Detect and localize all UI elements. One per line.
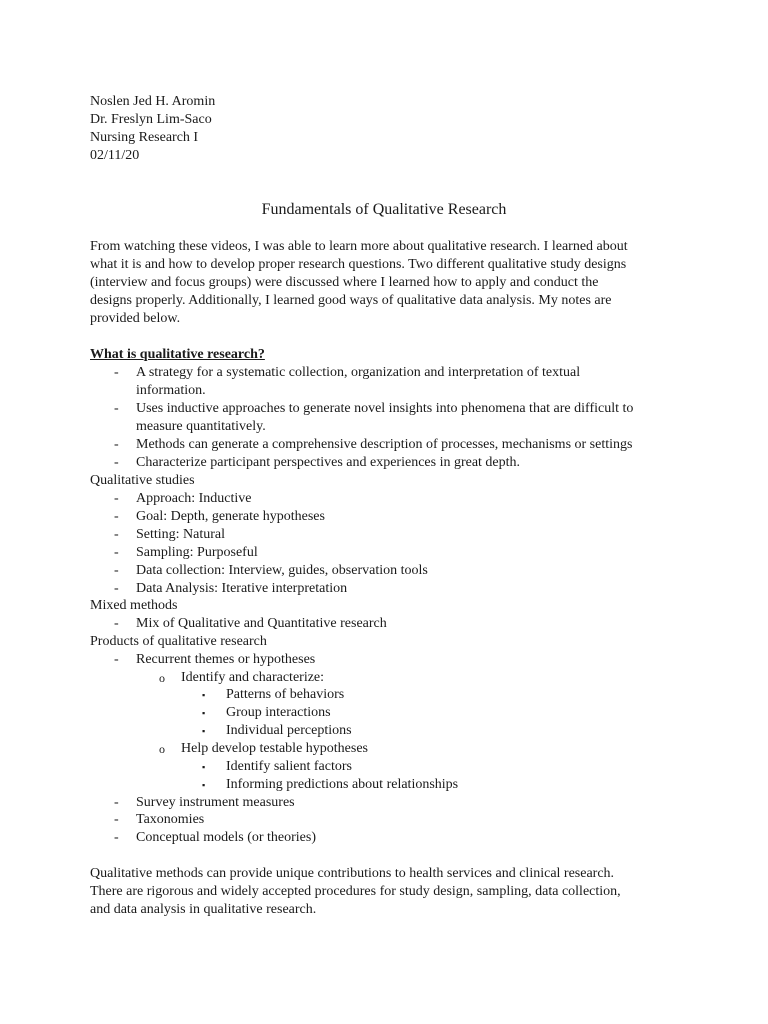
dash-bullet: - bbox=[114, 812, 119, 827]
section-heading: What is qualitative research? bbox=[90, 347, 265, 362]
square-bullet: ▪ bbox=[202, 726, 206, 736]
list-item-text: Taxonomies bbox=[136, 812, 205, 827]
list-item-text: Individual perceptions bbox=[226, 723, 352, 738]
list-item-text: Characterize participant perspectives and experiences in great depth. bbox=[136, 455, 521, 470]
list-item-text: Group interactions bbox=[226, 705, 331, 720]
list-item-text: Survey instrument measures bbox=[136, 795, 295, 810]
circle-bullet: o bbox=[159, 742, 165, 756]
subsection-label: Qualitative studies bbox=[90, 473, 195, 488]
list-item-text: Help develop testable hypotheses bbox=[181, 741, 369, 756]
list-item-text: Mix of Qualitative and Quantitative research bbox=[136, 616, 387, 631]
dash-bullet: - bbox=[114, 581, 119, 596]
dash-bullet: - bbox=[114, 491, 119, 506]
intro-line: (interview and focus groups) were discussed where I learned how to apply and conduct the bbox=[90, 275, 599, 290]
document-date: 02/11/20 bbox=[90, 148, 140, 163]
conclusion-line: Qualitative methods can provide unique contributions to health services and clinical research. bbox=[90, 866, 615, 881]
dash-bullet: - bbox=[114, 795, 119, 810]
intro-line: designs properly. Additionally, I learned good ways of qualitative data analysis. My notes are bbox=[90, 293, 612, 308]
dash-bullet: - bbox=[114, 509, 119, 524]
intro-line: provided below. bbox=[90, 311, 181, 326]
dash-bullet: - bbox=[114, 563, 119, 578]
list-item-text: Data collection: Interview, guides, observation tools bbox=[136, 563, 428, 578]
list-item-text: Identify salient factors bbox=[226, 759, 352, 774]
list-item-text: Identify and characterize: bbox=[181, 670, 325, 685]
list-item-text: A strategy for a systematic collection, organization and interpretation of textual bbox=[136, 365, 581, 380]
document-title: Fundamentals of Qualitative Research bbox=[261, 201, 507, 218]
intro-line: what it is and how to develop proper research questions. Two different qualitative study designs bbox=[90, 257, 627, 272]
subsection-label: Mixed methods bbox=[90, 598, 178, 613]
square-bullet: ▪ bbox=[202, 780, 206, 790]
dash-bullet: - bbox=[114, 527, 119, 542]
list-item-text: Conceptual models (or theories) bbox=[136, 830, 317, 845]
square-bullet: ▪ bbox=[202, 762, 206, 772]
course-name: Nursing Research I bbox=[90, 130, 199, 145]
dash-bullet: - bbox=[114, 545, 119, 560]
list-item-text: Setting: Natural bbox=[136, 527, 226, 542]
list-item-text: Methods can generate a comprehensive description of processes, mechanisms or settings bbox=[136, 437, 633, 452]
list-item-text: Informing predictions about relationships bbox=[226, 777, 459, 792]
subsection-label: Products of qualitative research bbox=[90, 634, 267, 649]
dash-bullet: - bbox=[114, 455, 119, 470]
intro-line: From watching these videos, I was able to learn more about qualitative research. I learned about bbox=[90, 239, 628, 254]
list-item-text: measure quantitatively. bbox=[136, 419, 266, 434]
list-item-text: Sampling: Purposeful bbox=[136, 545, 258, 560]
list-item-text: Approach: Inductive bbox=[136, 491, 252, 506]
square-bullet: ▪ bbox=[202, 690, 206, 700]
list-item-text: Data Analysis: Iterative interpretation bbox=[136, 581, 348, 596]
dash-bullet: - bbox=[114, 616, 119, 631]
dash-bullet: - bbox=[114, 437, 119, 452]
instructor-name: Dr. Freslyn Lim-Saco bbox=[90, 112, 212, 127]
square-bullet: ▪ bbox=[202, 708, 206, 718]
list-item-text: Patterns of behaviors bbox=[226, 687, 345, 702]
dash-bullet: - bbox=[114, 401, 119, 416]
list-item-text: Recurrent themes or hypotheses bbox=[136, 652, 316, 667]
list-item-text: Uses inductive approaches to generate novel insights into phenomena that are difficult to bbox=[136, 401, 634, 416]
dash-bullet: - bbox=[114, 365, 119, 380]
list-item-text: information. bbox=[136, 383, 206, 398]
student-name: Noslen Jed H. Aromin bbox=[90, 94, 216, 109]
circle-bullet: o bbox=[159, 671, 165, 685]
dash-bullet: - bbox=[114, 652, 119, 667]
dash-bullet: - bbox=[114, 830, 119, 845]
list-item-text: Goal: Depth, generate hypotheses bbox=[136, 509, 325, 524]
conclusion-line: There are rigorous and widely accepted procedures for study design, sampling, data collection, bbox=[90, 884, 621, 899]
conclusion-line: and data analysis in qualitative research. bbox=[90, 902, 317, 917]
